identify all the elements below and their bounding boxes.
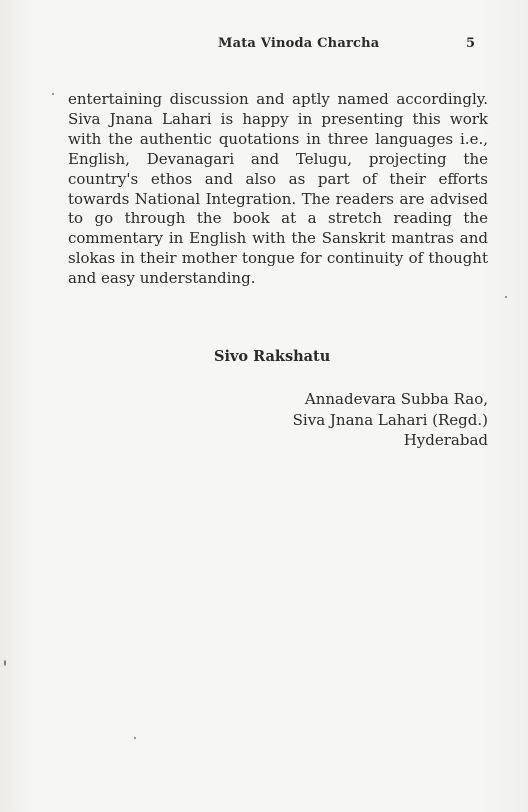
scan-speck (52, 93, 54, 95)
signature-organization: Siva Jnana Lahari (Regd.) (292, 410, 488, 429)
body-paragraph: entertaining discussion and aptly named accordingly. Siva Jnana Lahari is happy in presenting this work with the authentic quotations in three languages i.e., English, Devanagari and Telugu, projecting the country's ethos and also as part of their efforts towards National Integration. The readers are advised to go through the book at a stretch reading the commentary in English with the Sanskrit mantras and slokas in their mother tongue for continuity of thought and easy understanding. (68, 90, 488, 288)
scan-speck (505, 296, 507, 298)
page-header (0, 36, 528, 56)
running-title: Mata Vinoda Charcha (218, 36, 380, 51)
closing-blessing: Sivo Rakshatu (214, 348, 331, 365)
scan-speck (4, 660, 6, 666)
signature-name: Annadevara Subba Rao, (304, 390, 488, 408)
signature-block (293, 389, 488, 451)
signature-place: Hyderabad (403, 431, 488, 449)
scan-speck (134, 737, 136, 739)
page-number: 5 (466, 36, 476, 51)
